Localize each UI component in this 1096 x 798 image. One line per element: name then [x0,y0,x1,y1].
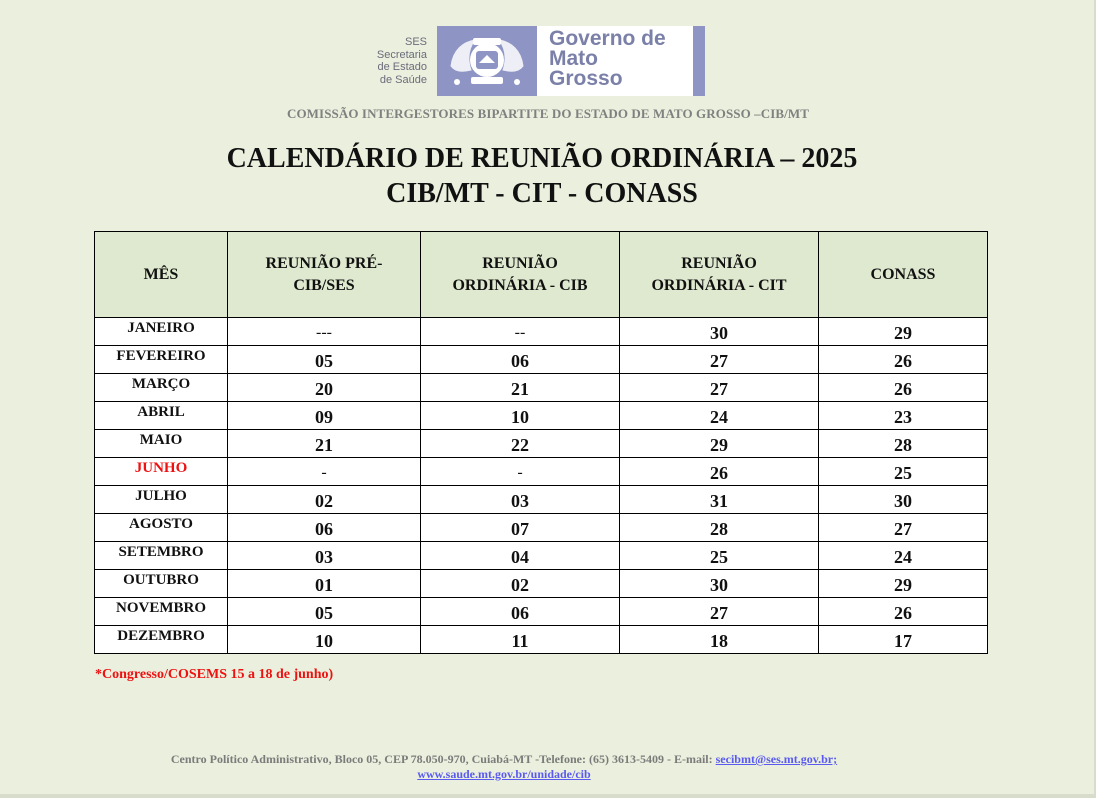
date-cell: 23 [819,402,988,430]
page-footer [0,752,1008,782]
date-cell: - [228,458,421,486]
date-cell: 30 [620,318,819,346]
ses-line: de Saúde [379,73,427,86]
footer-website-link[interactable]: www.saude.mt.gov.br/unidade/cib [417,767,591,781]
date-cell: 20 [228,374,421,402]
month-cell: ABRIL [95,402,228,430]
column-header: MÊS [95,232,228,318]
date-cell: 29 [620,430,819,458]
table-row [95,514,988,542]
date-cell: 26 [819,346,988,374]
table-header-row [95,232,988,318]
month-cell: AGOSTO [95,514,228,542]
date-cell: 30 [819,486,988,514]
date-cell: 03 [228,542,421,570]
month-cell: DEZEMBRO [95,626,228,654]
date-cell: 06 [228,514,421,542]
date-cell: 18 [620,626,819,654]
date-cell: 06 [421,346,620,374]
date-cell: 29 [819,570,988,598]
month-cell: NOVEMBRO [95,598,228,626]
month-cell: SETEMBRO [95,542,228,570]
governo-logo [537,26,705,96]
date-cell: 09 [228,402,421,430]
date-cell: 27 [620,598,819,626]
table-row [95,486,988,514]
table-row [95,570,988,598]
commission-heading: COMISSÃO INTERGESTORES BIPARTITE DO ESTADO DE MATO GROSSO –CIB/MT [286,106,810,121]
page-top-edge [0,0,1096,6]
gov-line: Grosso [549,67,623,90]
table-row [95,374,988,402]
date-cell: 01 [228,570,421,598]
date-cell: 24 [620,402,819,430]
gov-line: Governo de [549,27,666,50]
page-bottom-edge [0,794,1096,798]
date-cell: 28 [620,514,819,542]
date-cell: 02 [421,570,620,598]
table-row [95,542,988,570]
date-cell: 29 [819,318,988,346]
ses-line: Secretaria [376,48,427,61]
month-cell: MARÇO [95,374,228,402]
ses-logo-text [355,36,427,86]
date-cell: 30 [620,570,819,598]
table-row [95,598,988,626]
date-cell: 25 [819,458,988,486]
footer-address: Centro Político Administrativo, Bloco 05, CEP 78.050-970, Cuiabá-MT -Telefone: (65) 3613-5409 - E-mail: [170,752,716,766]
table-row [95,346,988,374]
date-cell: 26 [819,374,988,402]
date-cell: -- [421,318,620,346]
date-cell: 27 [819,514,988,542]
date-cell: 04 [421,542,620,570]
column-header: REUNIÃO ORDINÁRIA - CIB [421,232,620,318]
document-title: CALENDÁRIO DE REUNIÃO ORDINÁRIA – 2025 [226,143,858,174]
document-subtitle: CIB/MT - CIT - CONASS [386,178,698,209]
column-header: REUNIÃO ORDINÁRIA - CIT [620,232,819,318]
gov-line: Mato [549,47,598,70]
table-row [95,626,988,654]
header-logo [355,26,705,96]
date-cell: 26 [819,598,988,626]
date-cell: 10 [421,402,620,430]
date-cell: 26 [620,458,819,486]
meeting-calendar-table [94,231,988,654]
date-cell: 10 [228,626,421,654]
table-row [95,402,988,430]
month-cell: OUTUBRO [95,570,228,598]
ses-line: SES [404,36,427,48]
footer-email-link[interactable]: secibmt@ses.mt.gov.br; [715,752,838,766]
month-cell: MAIO [95,430,228,458]
month-cell: JULHO [95,486,228,514]
date-cell: 02 [228,486,421,514]
table-row [95,430,988,458]
table-row [95,318,988,346]
date-cell: 24 [819,542,988,570]
table-row [95,458,988,486]
column-header: CONASS [819,232,988,318]
date-cell: 07 [421,514,620,542]
date-cell: 28 [819,430,988,458]
logo-side-bar [693,26,705,96]
date-cell: --- [228,318,421,346]
date-cell: 17 [819,626,988,654]
column-header: REUNIÃO PRÉ- CIB/SES [228,232,421,318]
month-cell: JUNHO [95,458,228,486]
date-cell: 11 [421,626,620,654]
date-cell: 21 [421,374,620,402]
date-cell: 27 [620,374,819,402]
date-cell: 06 [421,598,620,626]
date-cell: 31 [620,486,819,514]
date-cell: 27 [620,346,819,374]
date-cell: 25 [620,542,819,570]
date-cell: 05 [228,346,421,374]
date-cell: 22 [421,430,620,458]
congress-note: *Congresso/COSEMS 15 a 18 de junho) [95,667,334,682]
date-cell: 21 [228,430,421,458]
month-cell: JANEIRO [95,318,228,346]
ses-line: de Estado [377,61,427,73]
state-crest-icon [437,26,537,96]
governo-logo-text [549,29,666,89]
month-cell: FEVEREIRO [95,346,228,374]
date-cell: - [421,458,620,486]
date-cell: 03 [421,486,620,514]
date-cell: 05 [228,598,421,626]
